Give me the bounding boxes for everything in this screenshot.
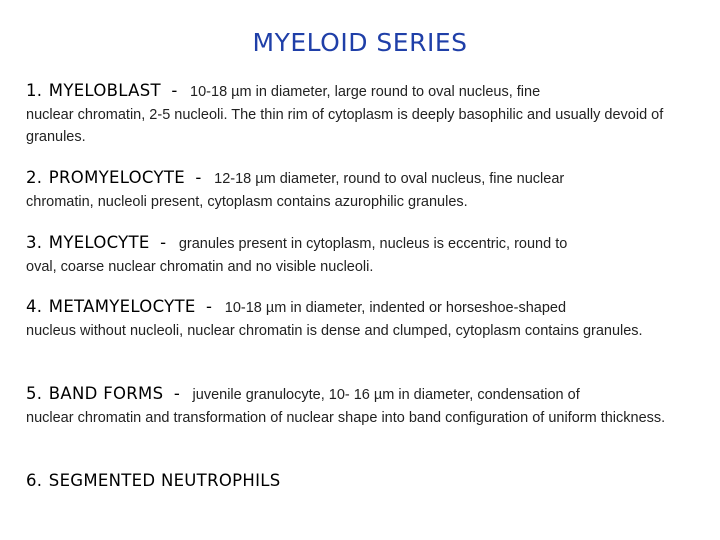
list-item-myelocyte	[26, 231, 666, 279]
item-description-first-line: 10-18 µm in diameter, large round to oval nucleus, fine	[190, 84, 541, 100]
item-heading-line	[26, 469, 666, 494]
item-heading-line	[26, 382, 666, 407]
item-heading-line	[26, 166, 666, 191]
item-dash: -	[171, 81, 178, 100]
item-description: oval, coarse nuclear chromatin and no visible nucleoli.	[26, 259, 374, 275]
item-dash: -	[206, 297, 213, 316]
item-number: 3.	[26, 233, 43, 252]
item-number: 5.	[26, 384, 43, 403]
list-item-band-forms	[26, 382, 666, 430]
item-number: 1.	[26, 81, 43, 100]
list-item-metamyelocyte	[26, 295, 666, 343]
item-number: 6.	[26, 471, 43, 490]
item-number: 2.	[26, 168, 43, 187]
item-heading: MYELOCYTE	[48, 233, 150, 252]
item-heading: METAMYELOCYTE	[48, 297, 196, 316]
list-item-segmented-neutrophils	[26, 469, 666, 494]
item-dash: -	[195, 168, 202, 187]
item-description-first-line: 12-18 µm diameter, round to oval nucleus, fine nuclear	[214, 171, 565, 187]
item-heading: BAND FORMS	[48, 384, 164, 403]
item-description: nuclear chromatin, 2-5 nucleoli. The thin rim of cytoplasm is deeply basophilic and usually devoid of granules.	[26, 107, 664, 145]
list-item-promyelocyte	[26, 166, 666, 214]
item-heading-line	[26, 231, 666, 256]
item-heading: PROMYELOCYTE	[48, 168, 185, 187]
item-dash: -	[173, 384, 181, 403]
list-item-myeloblast	[26, 79, 666, 148]
slide-title: MYELOID SERIES	[252, 28, 468, 57]
item-description: chromatin, nucleoli present, cytoplasm contains azurophilic granules.	[26, 194, 468, 210]
item-description-first-line: granules present in cytoplasm, nucleus is eccentric, round to	[178, 236, 568, 252]
item-heading: MYELOBLAST	[48, 81, 161, 100]
item-heading-line	[26, 79, 666, 104]
item-description-first-line: 10-18 µm in diameter, indented or horseshoe-shaped	[224, 300, 567, 316]
item-description-first-line: juvenile granulocyte, 10- 16 µm in diameter, condensation of	[192, 387, 580, 403]
item-heading-line	[26, 295, 666, 320]
item-number: 4.	[26, 297, 43, 316]
item-description: nuclear chromatin and transformation of nuclear shape into band configuration of uniform thickness.	[26, 410, 666, 426]
item-description: nucleus without nucleoli, nuclear chromatin is dense and clumped, cytoplasm contains granules.	[26, 323, 643, 339]
item-dash: -	[160, 233, 167, 252]
item-heading: SEGMENTED NEUTROPHILS	[48, 471, 281, 490]
